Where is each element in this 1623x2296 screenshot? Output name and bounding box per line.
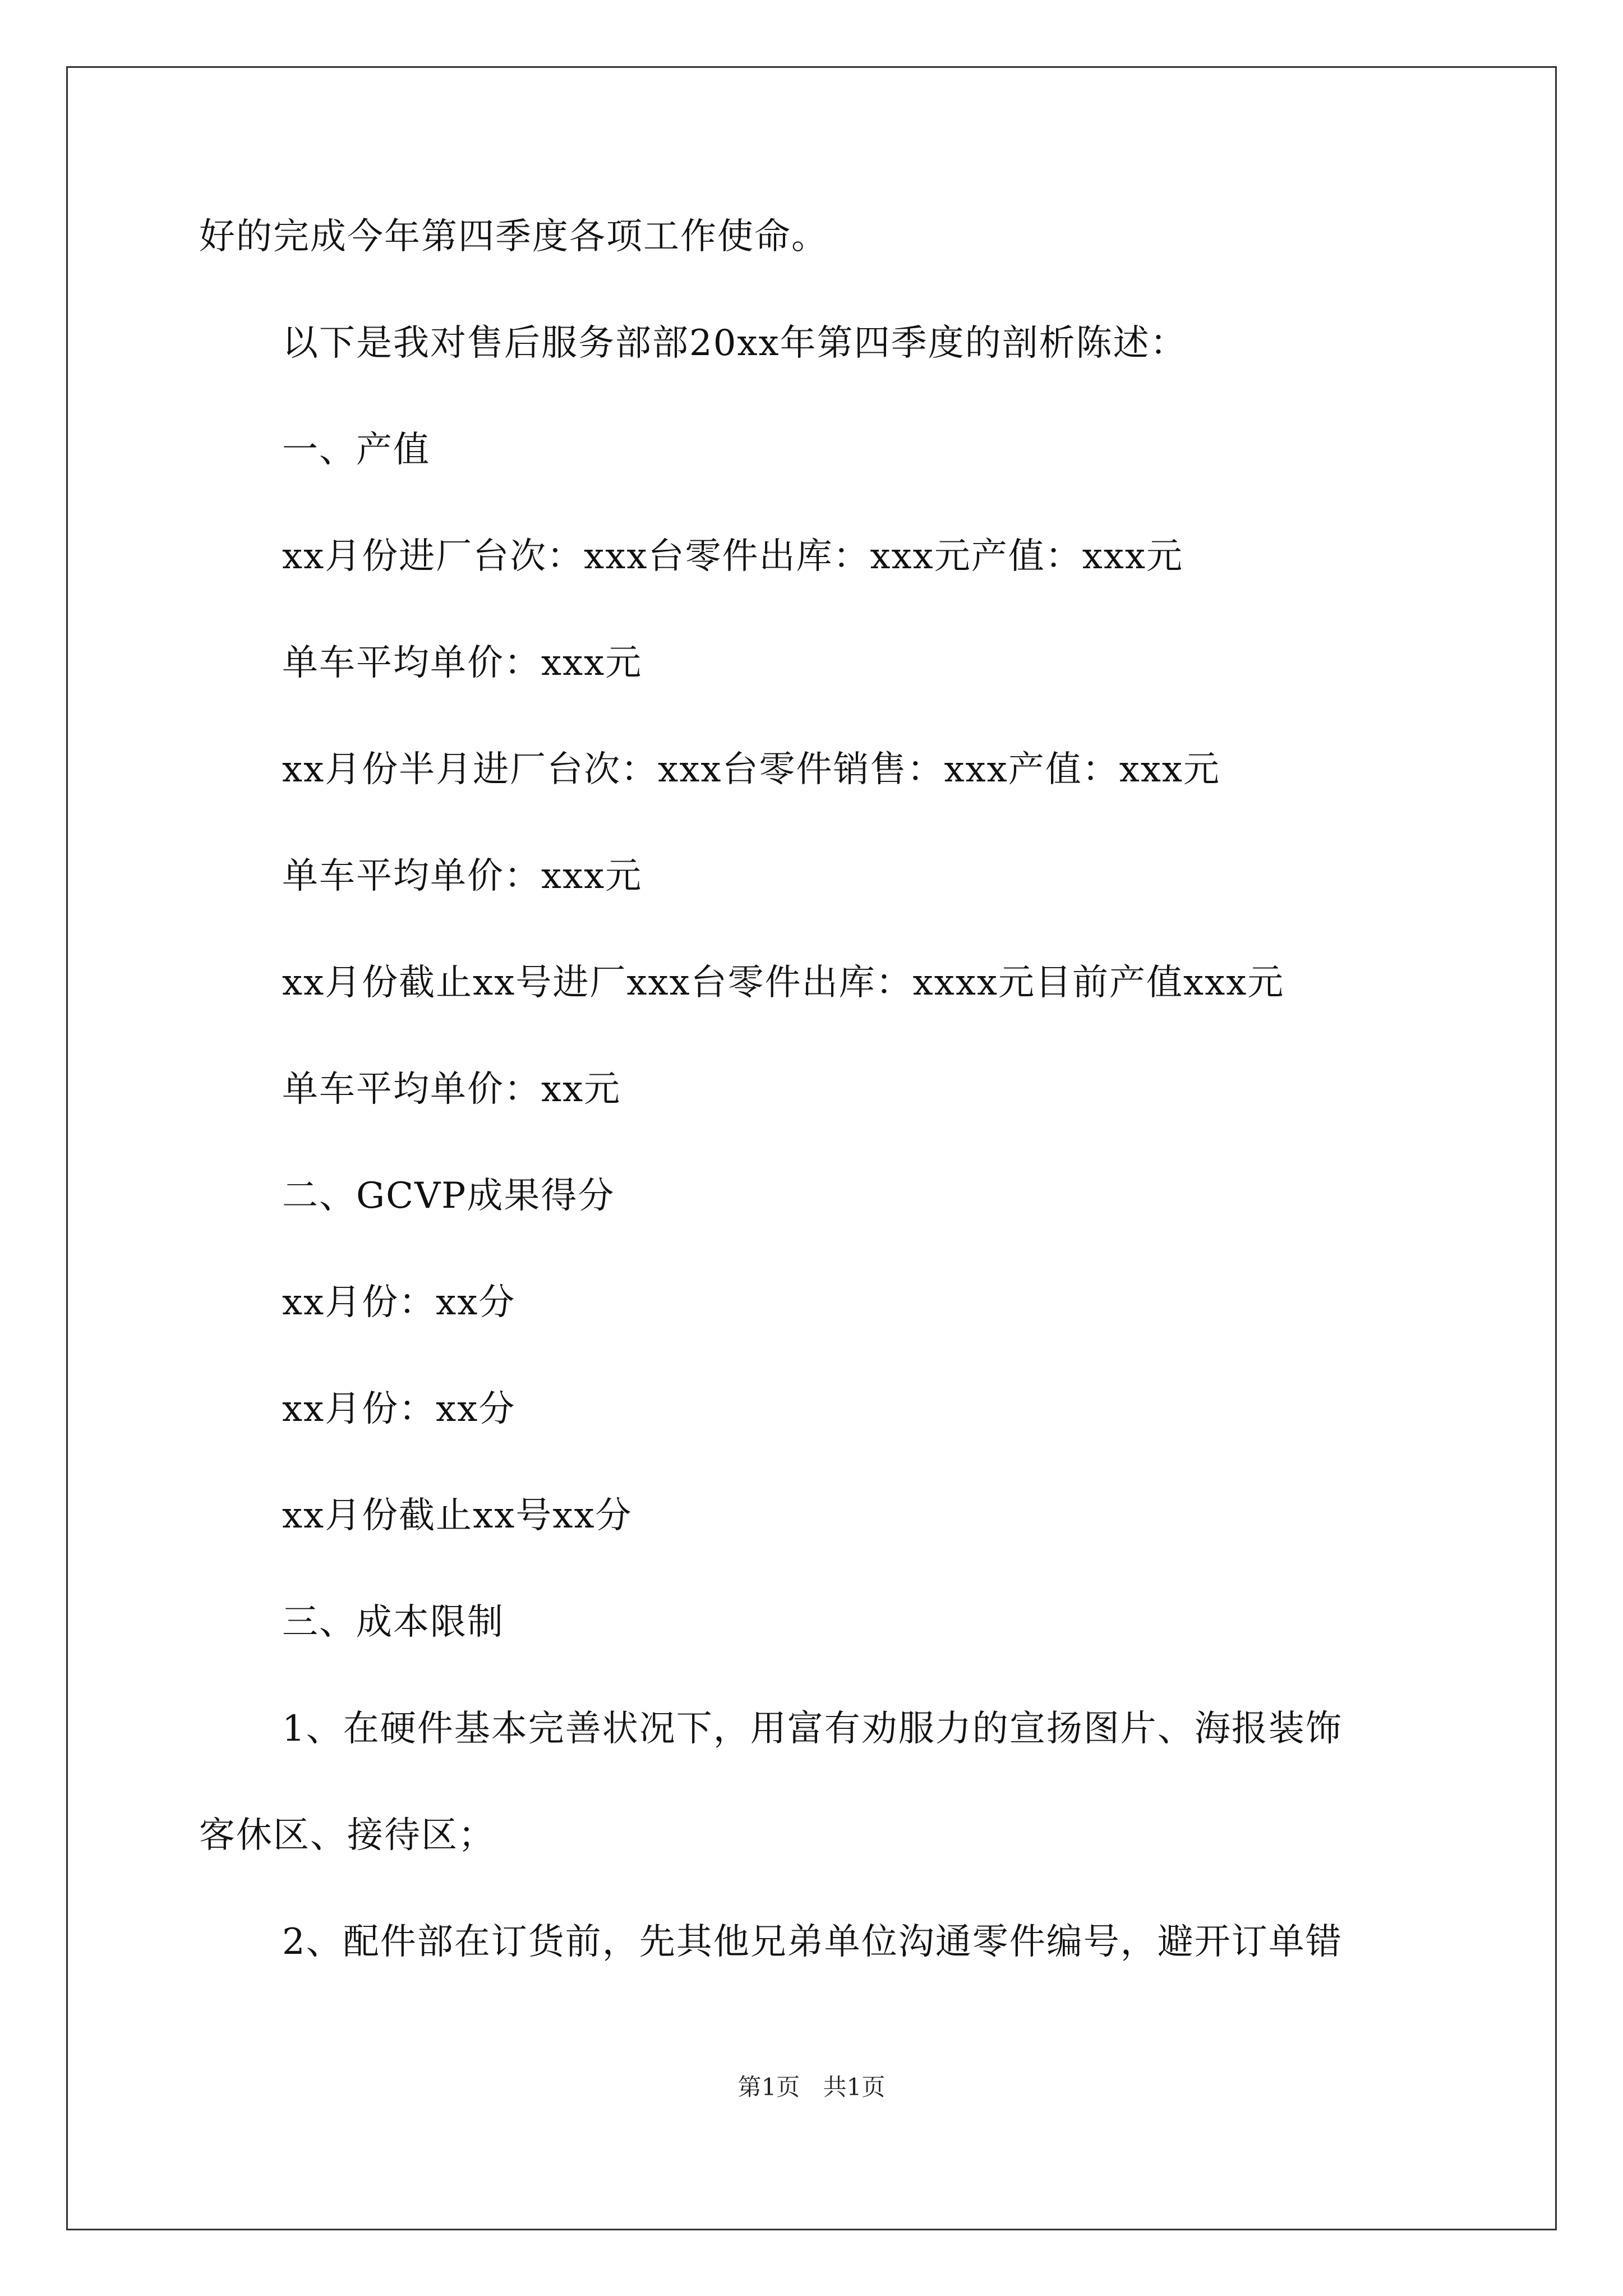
paragraph-line: 1、在硬件基本完善状况下，用富有劝服力的宣扬图片、海报装饰 bbox=[282, 1708, 1343, 1750]
page-number-total: 共1页 bbox=[823, 2073, 886, 2101]
paragraph-line: 单车平均单价：xxx元 bbox=[282, 855, 643, 897]
paragraph-line: 以下是我对售后服务部部20xx年第四季度的剖析陈述： bbox=[282, 323, 1187, 364]
section-heading: 三、成本限制 bbox=[282, 1602, 504, 1643]
paragraph-line: 单车平均单价：xxx元 bbox=[282, 642, 643, 684]
paragraph-line: xx月份截止xx号xx分 bbox=[282, 1495, 633, 1536]
paragraph-line: xx月份截止xx号进厂xxx台零件出库：xxxx元目前产值xxx元 bbox=[282, 962, 1285, 1004]
paragraph-line: xx月份：xx分 bbox=[282, 1282, 516, 1323]
page-footer bbox=[0, 2073, 1623, 2101]
paragraph-line: 好的完成今年第四季度各项工作使命。 bbox=[199, 216, 828, 257]
paragraph-line: xx月份半月进厂台次：xxx台零件销售：xxx产值：xxx元 bbox=[282, 749, 1221, 790]
paragraph-line: 客休区、接待区； bbox=[199, 1815, 495, 1856]
section-heading: 二、GCVP成果得分 bbox=[282, 1175, 615, 1217]
page-number-current: 第1页 bbox=[737, 2073, 800, 2101]
paragraph-line: xx月份：xx分 bbox=[282, 1388, 516, 1430]
paragraph-line: 单车平均单价：xx元 bbox=[282, 1069, 621, 1110]
section-heading: 一、产值 bbox=[282, 429, 430, 471]
page-border bbox=[66, 66, 1557, 2230]
paragraph-line: 2、配件部在订货前，先其他兄弟单位沟通零件编号，避开订单错 bbox=[282, 1921, 1343, 1963]
paragraph-line: xx月份进厂台次：xxx台零件出库：xxx元产值：xxx元 bbox=[282, 536, 1184, 577]
